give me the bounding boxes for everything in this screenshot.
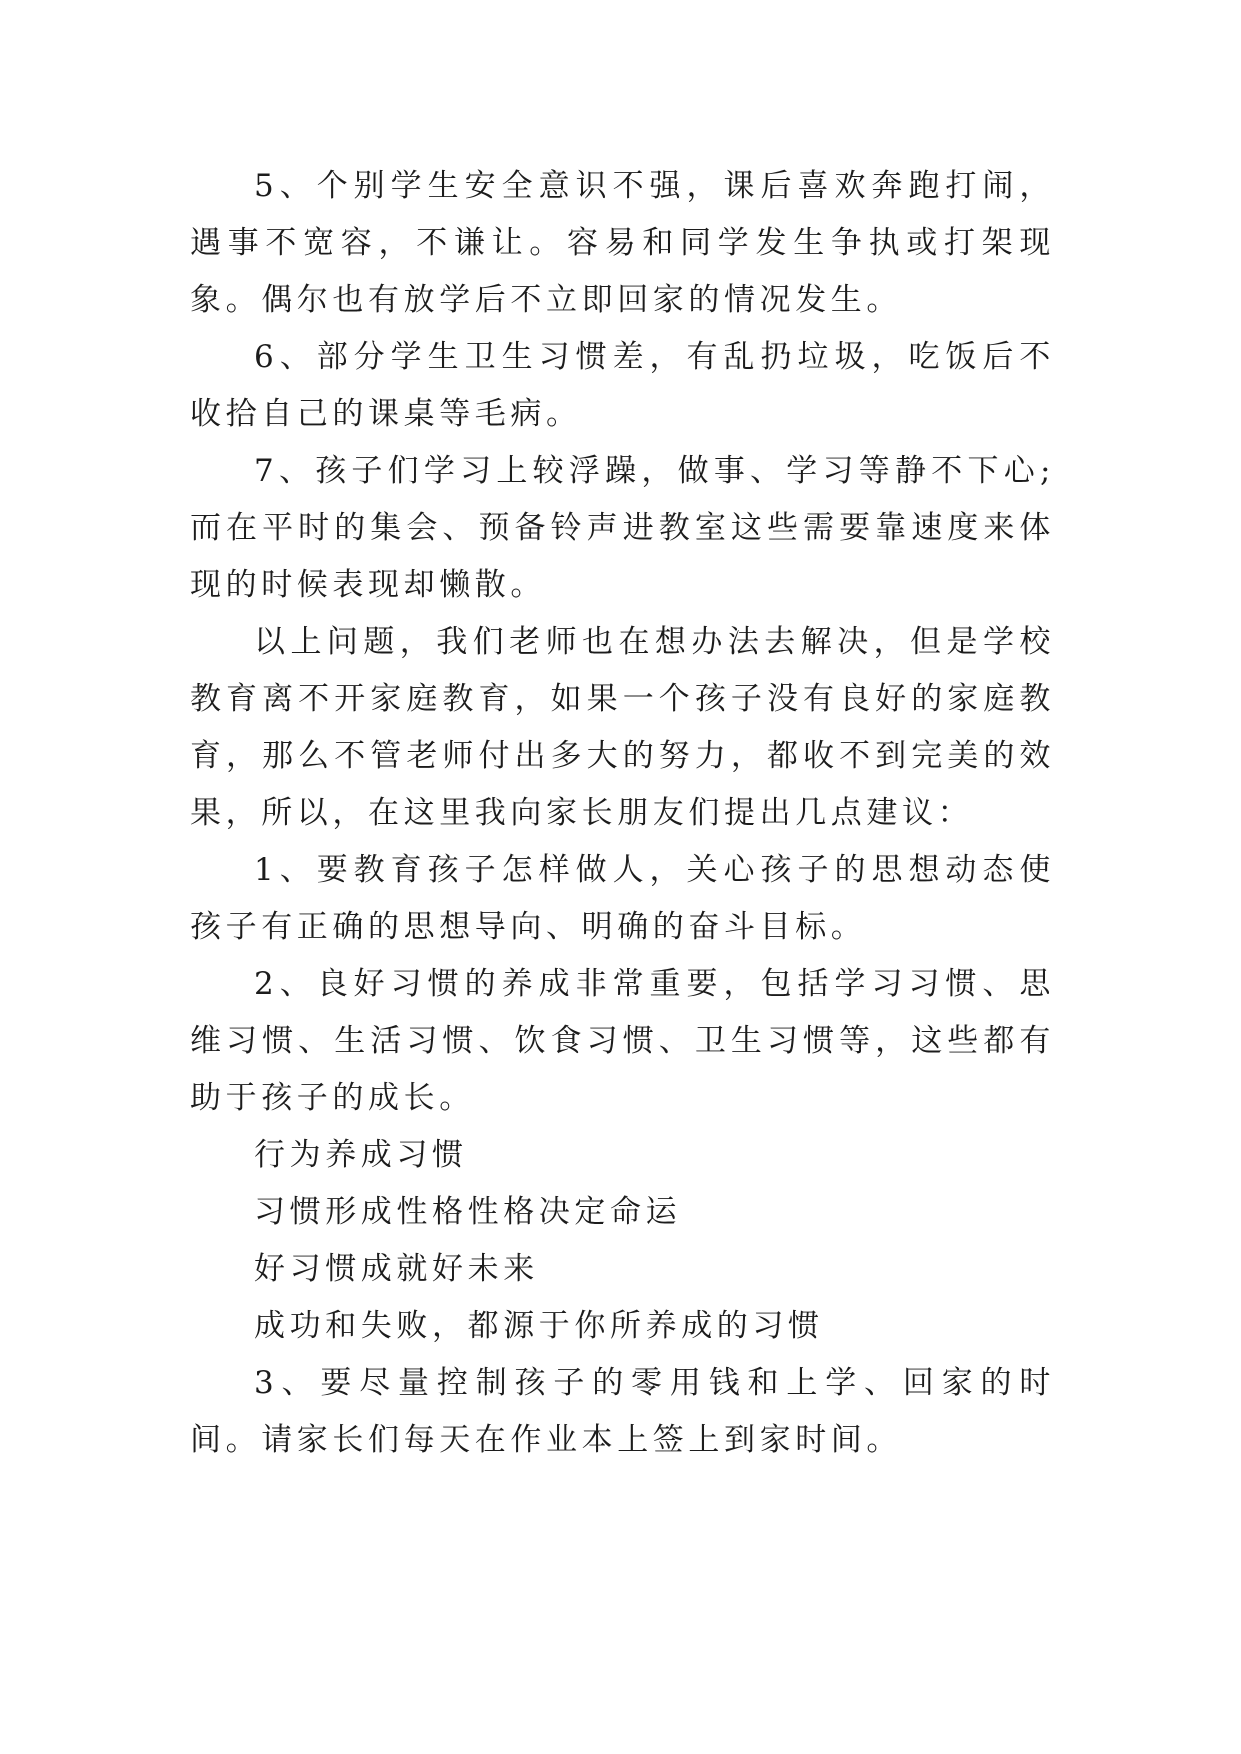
motto-line: 成功和失败，都源于你所养成的习惯 <box>254 1308 824 1344</box>
paragraph-suggestion-2: 2、良好习惯的养成非常重要，包括学习习惯、思维习惯、生活习惯、饮食习惯、卫生习惯等，这些都有助于孩子的成长。 <box>190 966 1055 1116</box>
motto-line: 习惯形成性格性格决定命运 <box>254 1194 682 1230</box>
motto-line: 行为养成习惯 <box>254 1137 468 1173</box>
paragraph-item-7: 7、孩子们学习上较浮躁，做事、学习等静不下心;而在平时的集会、预备铃声进教室这些需要靠速度来体现的时候表现却懒散。 <box>190 453 1055 603</box>
paragraph-suggestion-3: 3、要尽量控制孩子的零用钱和上学、回家的时间。请家长们每天在作业本上签上到家时间。 <box>190 1365 1055 1458</box>
motto-line: 好习惯成就好未来 <box>254 1251 539 1287</box>
paragraph-item-5: 5、个别学生安全意识不强，课后喜欢奔跑打闹，遇事不宽容，不谦让。容易和同学发生争执或打架现象。偶尔也有放学后不立即回家的情况发生。 <box>190 168 1055 318</box>
paragraph-item-6: 6、部分学生卫生习惯差，有乱扔垃圾，吃饭后不收拾自己的课桌等毛病。 <box>190 339 1055 432</box>
document-page <box>190 158 1055 1469</box>
paragraph-suggestions-intro: 以上问题，我们老师也在想办法去解决，但是学校教育离不开家庭教育，如果一个孩子没有良好的家庭教育，那么不管老师付出多大的努力，都收不到完美的效果，所以，在这里我向家长朋友们提出几点建议： <box>190 624 1055 831</box>
paragraph-suggestion-1: 1、要教育孩子怎样做人，关心孩子的思想动态使孩子有正确的思想导向、明确的奋斗目标。 <box>190 852 1055 945</box>
